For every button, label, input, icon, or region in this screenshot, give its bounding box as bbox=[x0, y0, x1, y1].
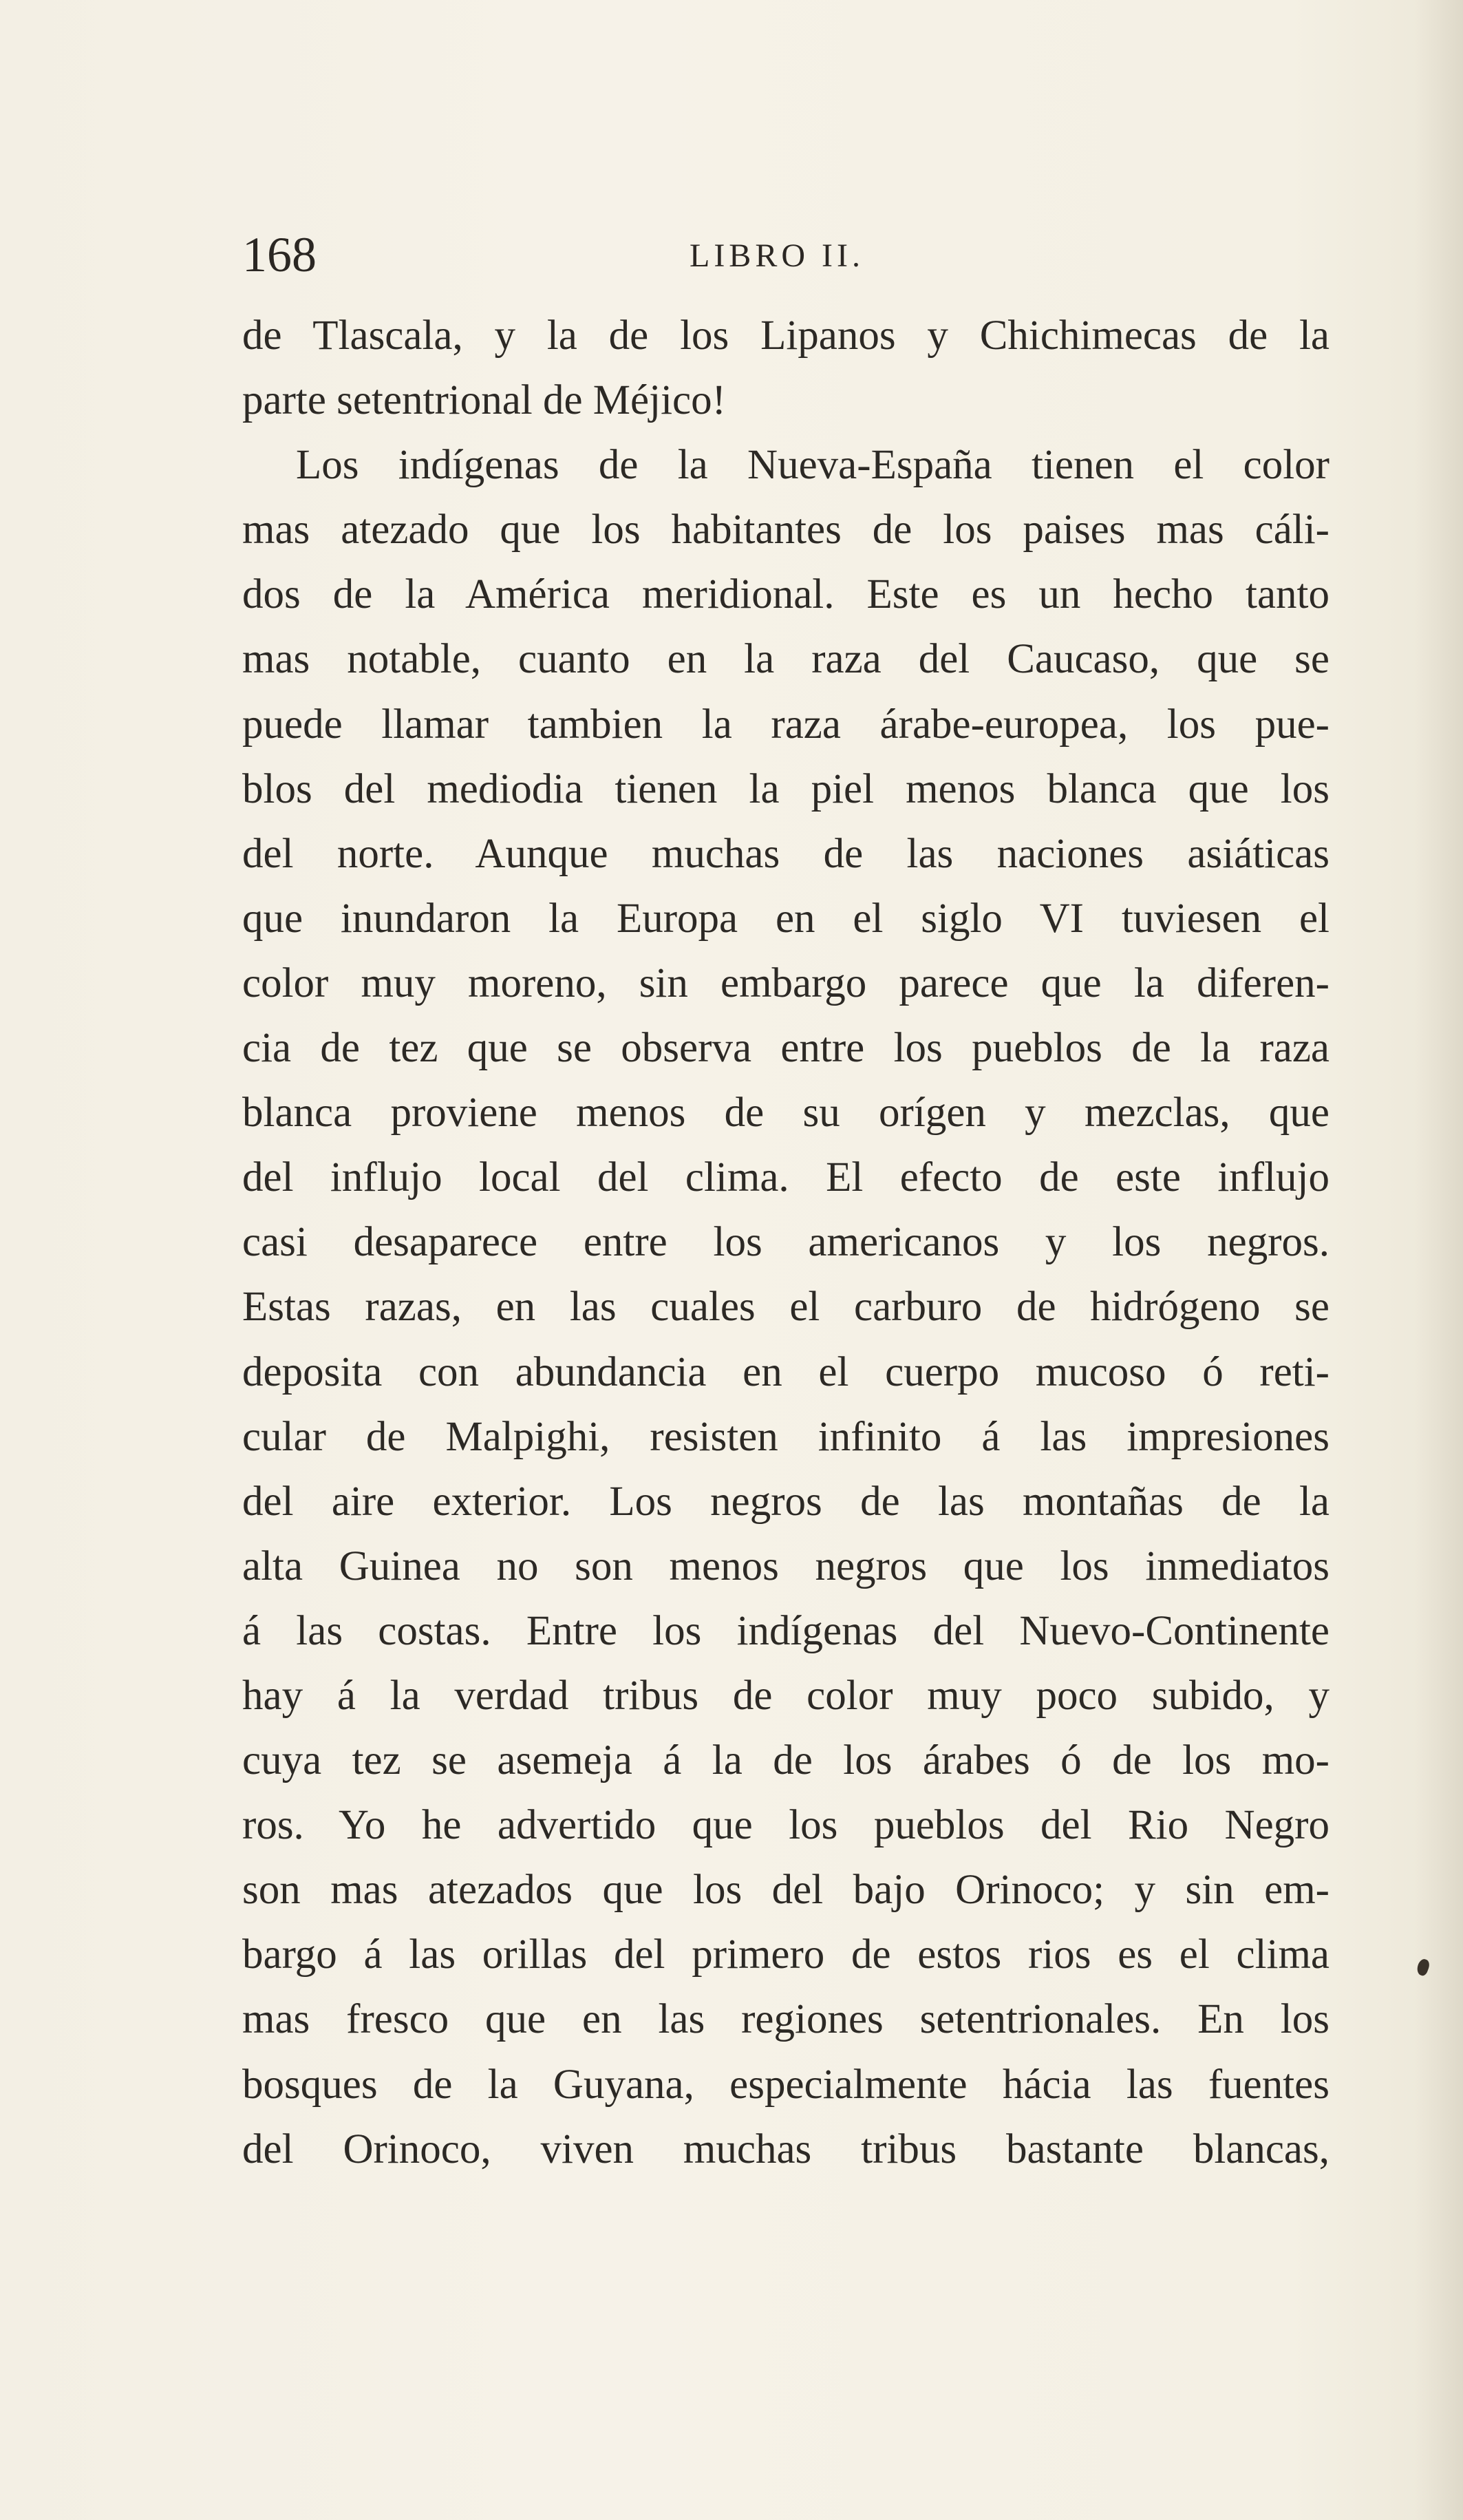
text-line: bosques de la Guyana, especialmente hácia las fuentes bbox=[242, 2061, 1329, 2108]
page-number: 168 bbox=[242, 227, 317, 282]
text-line: son mas atezados que los del bajo Orinoco; y sin em- bbox=[242, 1867, 1329, 1914]
text-line: blanca proviene menos de su orígen y mezclas, que bbox=[242, 1090, 1329, 1136]
text-line: blos del mediodia tienen la piel menos blanca que los bbox=[242, 765, 1329, 812]
text-line: ros. Yo he advertido que los pueblos del Rio Negro bbox=[242, 1802, 1329, 1849]
section-title: LIBRO II. bbox=[690, 237, 864, 274]
text-line: á las costas. Entre los indígenas del Nuevo-Continente bbox=[242, 1607, 1329, 1654]
running-head bbox=[242, 224, 1329, 286]
text-line: mas atezado que los habitantes de los paises mas cáli- bbox=[242, 507, 1329, 553]
text-line: cuya tez se asemeja á la de los árabes ó de los mo- bbox=[242, 1737, 1329, 1784]
text-line: alta Guinea no son menos negros que los inmediatos bbox=[242, 1543, 1329, 1589]
text-line: que inundaron la Europa en el siglo VI tuviesen el bbox=[242, 895, 1329, 942]
text-line: cular de Malpighi, resisten infinito á las impresiones bbox=[242, 1413, 1329, 1460]
text-line: casi desaparece entre los americanos y los negros. bbox=[242, 1219, 1329, 1266]
text-line: parte setentrional de Méjico! bbox=[242, 377, 726, 424]
text-line: Los indígenas de la Nueva-España tienen el color bbox=[296, 442, 1329, 489]
text-line: del influjo local del clima. El efecto de este influjo bbox=[242, 1154, 1329, 1201]
text-line: de Tlascala, y la de los Lipanos y Chichimecas de la bbox=[242, 313, 1329, 359]
text-line: hay á la verdad tribus de color muy poco subido, y bbox=[242, 1672, 1329, 1719]
text-line: mas fresco que en las regiones setentrionales. En los bbox=[242, 1996, 1329, 2043]
text-line: dos de la América meridional. Este es un hecho tanto bbox=[242, 571, 1329, 618]
text-line: bargo á las orillas del primero de estos rios es el clima bbox=[242, 1931, 1329, 1978]
page-edge-shadow bbox=[1415, 0, 1463, 2520]
text-line: color muy moreno, sin embargo parece que la diferen- bbox=[242, 960, 1329, 1006]
text-line: puede llamar tambien la raza árabe-europea, los pue- bbox=[242, 701, 1329, 748]
text-line: mas notable, cuanto en la raza del Caucaso, que se bbox=[242, 636, 1329, 683]
text-line: del norte. Aunque muchas de las naciones asiáticas bbox=[242, 830, 1329, 877]
text-line: deposita con abundancia en el cuerpo mucoso ó reti- bbox=[242, 1348, 1329, 1395]
text-line: Estas razas, en las cuales el carburo de hidrógeno se bbox=[242, 1284, 1329, 1331]
text-line: del Orinoco, viven muchas tribus bastante blancas, bbox=[242, 2126, 1329, 2172]
text-line: cia de tez que se observa entre los pueblos de la raza bbox=[242, 1025, 1329, 1072]
text-line: del aire exterior. Los negros de las montañas de la bbox=[242, 1478, 1329, 1525]
body-text bbox=[242, 304, 1329, 2182]
